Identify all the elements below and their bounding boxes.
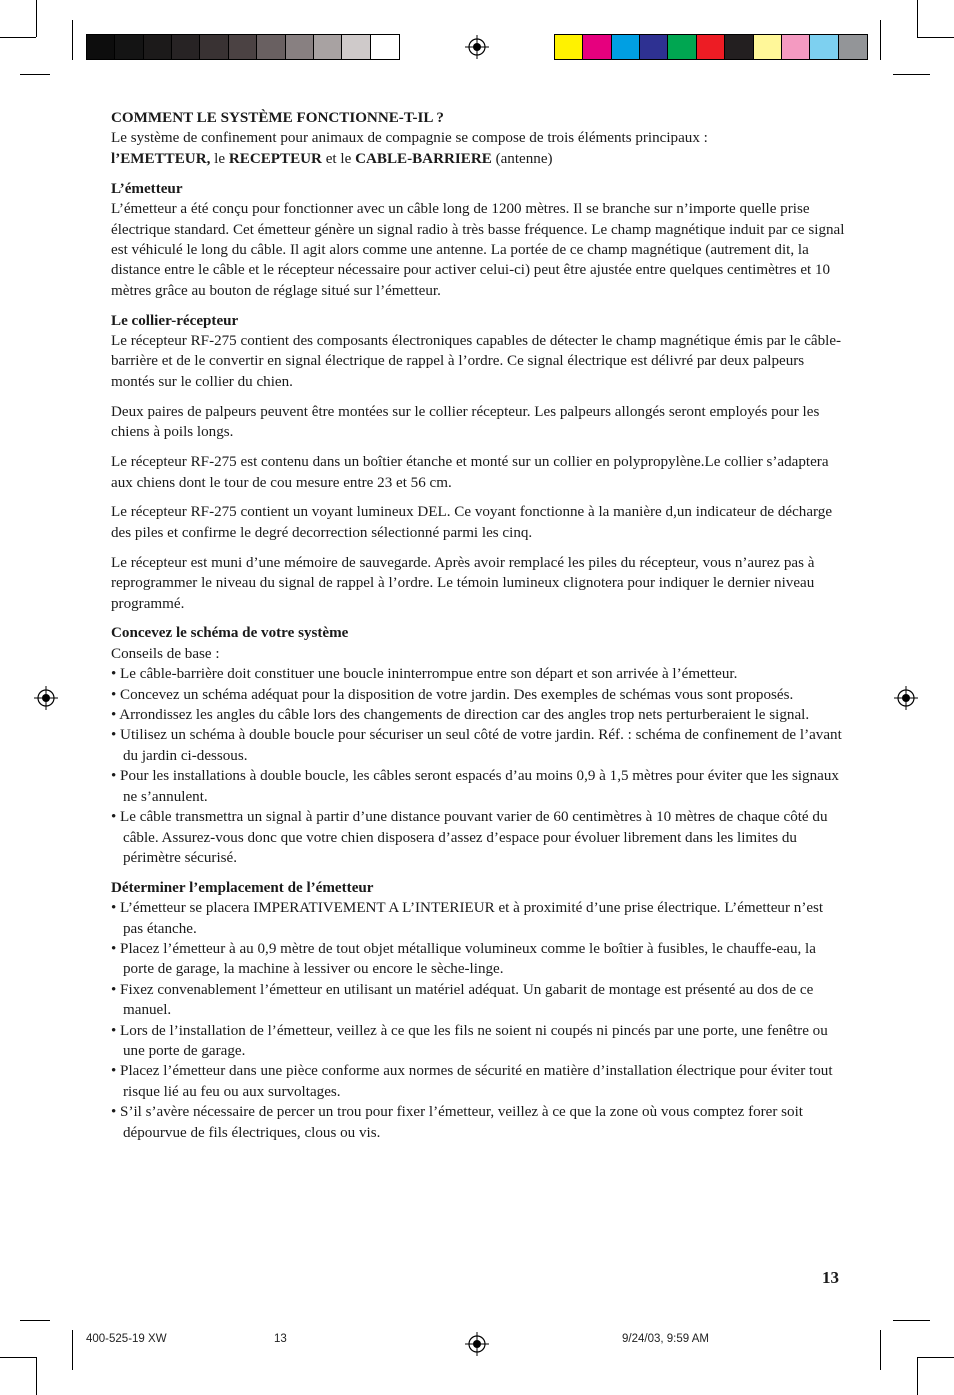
crop-mark — [880, 1330, 881, 1370]
color-swatch — [754, 35, 782, 59]
collier-section — [111, 311, 846, 393]
color-calibration-bar — [554, 34, 868, 60]
color-swatch — [810, 35, 838, 59]
registration-mark-icon — [894, 686, 918, 710]
list-item: • Placez l’émetteur dans une pièce conforme aux normes de sécurité en matière d’installation électrique pour éviter tout risque lié au feu ou aux survoltages. — [111, 1063, 833, 1100]
paragraph: L’émetteur a été conçu pour fonctionner avec un câble long de 1200 mètres. Il se branche sur n’importe quelle prise électrique standard. Cet émetteur génère un signal radio à très basse fréquence. Le champ magnétique induit par ce signal est véhiculé le long du câble. Il agit alors comme une antenne. La portée de ce champ magnétique (autrement dit, la distance entre le câble et le récepteur nécessaire pour activer celui-ci) peut être ajustée entre quelques centimètres et 10 mètres grâce au bouton de réglage situé sur l’émetteur. — [111, 201, 845, 299]
list-item: • Fixez convenablement l’émetteur en utilisant un matériel adéquat. Un gabarit de montage est présenté au dos de ce manuel. — [111, 981, 814, 1019]
color-swatch — [555, 35, 583, 59]
page-number: 13 — [822, 1268, 839, 1287]
crop-mark — [20, 74, 50, 75]
crop-mark — [917, 37, 954, 38]
paragraph: Le récepteur RF-275 contient des composants électroniques capables de détecter le champ magnétique émis par le câble-barrière et de le convertir en signal électrique de rappel à l’ordre. Ce signal électrique est délivré par deux palpeurs montés sur le collier du chien. — [111, 333, 842, 390]
crop-mark — [0, 37, 36, 38]
intro-section — [111, 108, 846, 169]
color-swatch — [115, 35, 143, 59]
footer-job-id: 400-525-19 XW — [86, 1333, 167, 1345]
crop-mark — [20, 1320, 50, 1321]
color-swatch — [697, 35, 725, 59]
crop-mark — [72, 1330, 73, 1370]
section-heading: COMMENT LE SYSTÈME FONCTIONNE-T-IL ? — [111, 110, 444, 126]
color-swatch — [342, 35, 370, 59]
crop-mark — [36, 0, 37, 37]
subsection-title: Le collier-récepteur — [111, 312, 239, 329]
crop-mark — [72, 20, 73, 60]
crop-mark — [917, 1357, 954, 1358]
registration-mark-icon — [465, 35, 489, 59]
paragraph: Le récepteur RF-275 contient un voyant lumineux DEL. Ce voyant fonctionne à la manière d,un indicateur de décharge des piles et confirme le degré decorrection sélectionné parmi les cinq. — [111, 504, 833, 541]
crop-mark — [917, 0, 918, 37]
color-swatch — [668, 35, 696, 59]
registration-mark-icon — [34, 686, 58, 710]
color-swatch — [172, 35, 200, 59]
placement-section — [111, 878, 846, 1143]
list-item: • Le câble-barrière doit constituer une boucle ininterrompue entre son départ et son arrivée à l’émetteur. — [111, 666, 738, 683]
color-swatch — [314, 35, 342, 59]
color-swatch — [257, 35, 285, 59]
paragraph: Le récepteur est muni d’une mémoire de sauvegarde. Après avoir remplacé les piles du récepteur, vous n’aurez pas à reprogrammer le niveau du signal de rappel à l’ordre. Le témoin lumineux clignotera pour indiquer le dernier niveau programmé. — [111, 554, 815, 612]
crop-mark — [893, 1320, 930, 1321]
color-swatch — [144, 35, 172, 59]
list-item: • L’émetteur se placera IMPERATIVEMENT A L’INTERIEUR et à proximité d’une prise électrique. L’émetteur n’est pas étanche. — [111, 900, 824, 937]
color-swatch — [839, 35, 867, 59]
subsection-title: Concevez le schéma de votre système — [111, 625, 349, 642]
grayscale-calibration-bar — [86, 34, 400, 60]
color-swatch — [782, 35, 810, 59]
color-swatch — [87, 35, 115, 59]
subsection-title: Déterminer l’emplacement de l’émetteur — [111, 879, 374, 896]
list-item: • Pour les installations à double boucle, les câbles seront espacés d’au moins 0,9 à 1,5 mètres pour éviter que les signaux ne s’annulent. — [111, 768, 839, 805]
footer-timestamp: 9/24/03, 9:59 AM — [622, 1333, 709, 1345]
list-item: • Utilisez un schéma à double boucle pour sécuriser un seul côté de votre jardin. Réf. : schéma de confinement de l’avant du jardin ci-dessous. — [111, 727, 842, 764]
crop-mark — [36, 1357, 37, 1395]
list-item: • Arrondissez les angles du câble lors des changements de direction car des angles trop nets perturberaient le signal. — [111, 707, 810, 724]
registration-mark-icon — [465, 1332, 489, 1356]
color-swatch — [612, 35, 640, 59]
emetteur-section — [111, 179, 846, 301]
color-swatch — [725, 35, 753, 59]
crop-mark — [0, 1357, 36, 1358]
schema-section — [111, 623, 846, 868]
crop-mark — [893, 74, 930, 75]
color-swatch — [583, 35, 611, 59]
paragraph: Conseils de base : — [111, 645, 220, 662]
paragraph: Deux paires de palpeurs peuvent être montées sur le collier récepteur. Les palpeurs allongés seront employés pour les chiens à poils longs. — [111, 403, 820, 441]
list-item: • S’il s’avère nécessaire de percer un trou pour fixer l’émetteur, veillez à ce que la zone où vous comptez forer soit dépourvue de fils électriques, clous ou vis. — [111, 1104, 803, 1141]
color-swatch — [200, 35, 228, 59]
list-item: • Placez l’émetteur à au 0,9 mètre de tout objet métallique volumineux comme le boîtier à fusibles, le chauffe-eau, la porte de garage, la machine à lessiver ou encore le sèche-linge. — [111, 941, 816, 978]
paragraph: Le récepteur RF-275 est contenu dans un boîtier étanche et monté sur un collier en polypropylène.Le collier s’adaptera aux chiens dont le tour de cou mesure entre 23 et 56 cm. — [111, 454, 829, 491]
crop-mark — [917, 1357, 918, 1395]
list-item: • Le câble transmettra un signal à partir d’une distance pouvant varier de 60 centimètres à 10 mètres de chaque côté du câble. Assurez-vous donc que votre chien disposera d’assez d’espace pour évoluer librement dans les limites du périmètre sécurisé. — [111, 809, 828, 866]
color-swatch — [286, 35, 314, 59]
color-swatch — [229, 35, 257, 59]
color-swatch — [640, 35, 668, 59]
list-item: • Lors de l’installation de l’émetteur, veillez à ce que les fils ne soient ni coupés ni pincés par une porte, une fenêtre ou une porte de garage. — [111, 1022, 828, 1060]
subsection-title: L’émetteur — [111, 180, 183, 197]
footer-page: 13 — [274, 1333, 287, 1345]
color-swatch — [371, 35, 399, 59]
intro-text: Le système de confinement pour animaux de compagnie se compose de trois éléments principaux : l’EMETTEUR, le RECEPTEUR et le CABLE-BARRIERE (antenne) — [111, 130, 708, 167]
list-item: • Concevez un schéma adéquat pour la disposition de votre jardin. Des exemples de schémas vous sont proposés. — [111, 686, 794, 703]
page-content — [111, 108, 846, 1153]
crop-mark — [880, 20, 881, 60]
